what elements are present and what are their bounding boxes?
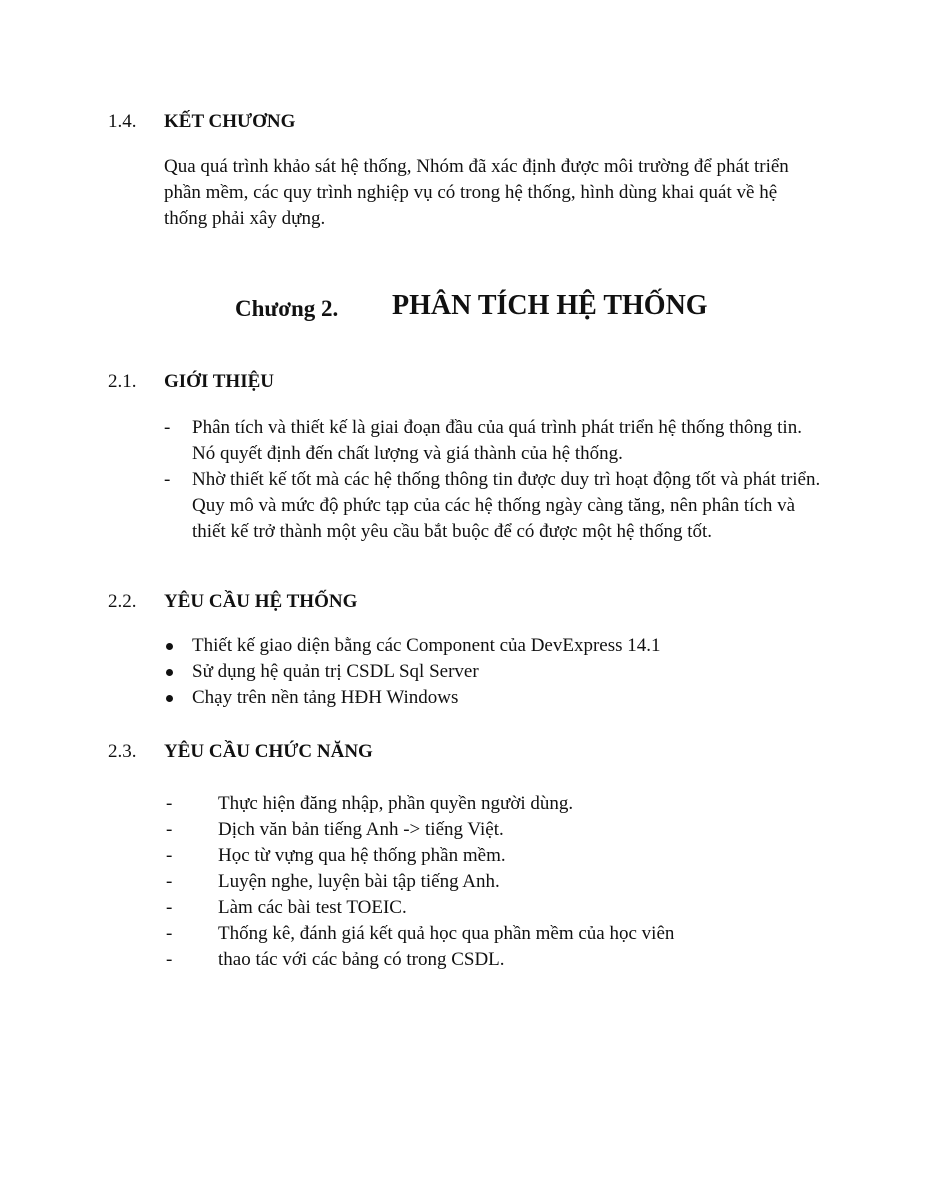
list-item-text: Dịch văn bản tiếng Anh -> tiếng Việt.: [218, 819, 504, 840]
list-item-text: thao tác với các bảng có trong CSDL.: [218, 949, 505, 970]
dash-marker: -: [166, 871, 173, 892]
dash-marker: -: [166, 819, 173, 840]
system-requirements-list: [164, 633, 824, 711]
list-item-text: Luyện nghe, luyện bài tập tiếng Anh.: [218, 871, 500, 892]
list-item: [164, 921, 824, 947]
dash-marker: -: [166, 923, 173, 944]
paragraph-text: Qua quá trình khảo sát hệ thống, Nhóm đã xác định được môi trường để phát triển phần mềm, các quy trình nghiệp vụ có trong hệ thống, hình dùng khai quát về hệ thống phải xây dựng.: [164, 156, 789, 229]
section-number: 2.3.: [108, 741, 137, 762]
list-item: [164, 817, 824, 843]
list-item-text: Nhờ thiết kế tốt mà các hệ thống thông tin được duy trì hoạt động tốt và phát triển.: [192, 469, 821, 490]
list-item: [164, 869, 824, 895]
section-number: 2.1.: [108, 371, 137, 392]
dash-marker: -: [166, 949, 173, 970]
dash-marker: -: [166, 845, 173, 866]
list-item: [164, 633, 824, 659]
list-item: [164, 659, 824, 685]
dash-marker: -: [164, 417, 171, 438]
list-item: [164, 415, 824, 467]
list-item-continuation: [164, 493, 824, 545]
dash-marker: -: [166, 897, 173, 918]
intro-list: [164, 415, 824, 545]
list-item-text: Học từ vựng qua hệ thống phần mềm.: [218, 845, 506, 866]
list-item-text: Thống kê, đánh giá kết quả học qua phần mềm của học viên: [218, 923, 675, 944]
list-item-text: Thiết kế giao diện bằng các Component của DevExpress 14.1: [192, 635, 661, 656]
bullet-dot-icon: [166, 695, 173, 702]
list-item-text: Làm các bài test TOEIC.: [218, 897, 407, 918]
list-item: [164, 685, 824, 711]
section-title: KẾT CHƯƠNG: [164, 111, 296, 132]
list-item: [164, 947, 824, 973]
list-item-text: Quy mô và mức độ phức tạp của các hệ thống ngày càng tăng, nên phân tích và thiết kế trở thành một yêu cầu bắt buộc để có được một hệ thống tốt.: [192, 495, 796, 542]
list-item-text: Phân tích và thiết kế là giai đoạn đầu của quá trình phát triển hệ thống thông tin. Nó quyết định đến chất lượng và giá thành của hệ thống.: [192, 417, 802, 464]
chapter-title: PHÂN TÍCH HỆ THỐNG: [392, 290, 708, 321]
list-item: [164, 843, 824, 869]
bullet-dot-icon: [166, 643, 173, 650]
list-item-text: Thực hiện đăng nhập, phần quyền người dùng.: [218, 793, 574, 814]
section-title: YÊU CẦU HỆ THỐNG: [164, 591, 358, 612]
list-item: [164, 895, 824, 921]
chapter-heading: [0, 290, 927, 330]
list-item-text: Sử dụng hệ quản trị CSDL Sql Server: [192, 661, 479, 682]
dash-marker: -: [164, 469, 171, 490]
section-title: GIỚI THIỆU: [164, 371, 274, 392]
dash-marker: -: [166, 793, 173, 814]
list-item-text: Chạy trên nền tảng HĐH Windows: [192, 687, 459, 708]
functional-requirements-list: [164, 791, 824, 973]
section-number: 2.2.: [108, 591, 137, 612]
list-item: [164, 467, 824, 493]
bullet-dot-icon: [166, 669, 173, 676]
chapter-number: Chương 2.: [235, 296, 339, 321]
section-paragraph-1-4: [164, 154, 824, 232]
section-title: YÊU CẦU CHỨC NĂNG: [164, 741, 373, 762]
list-item: [164, 791, 824, 817]
section-number: 1.4.: [108, 111, 137, 132]
